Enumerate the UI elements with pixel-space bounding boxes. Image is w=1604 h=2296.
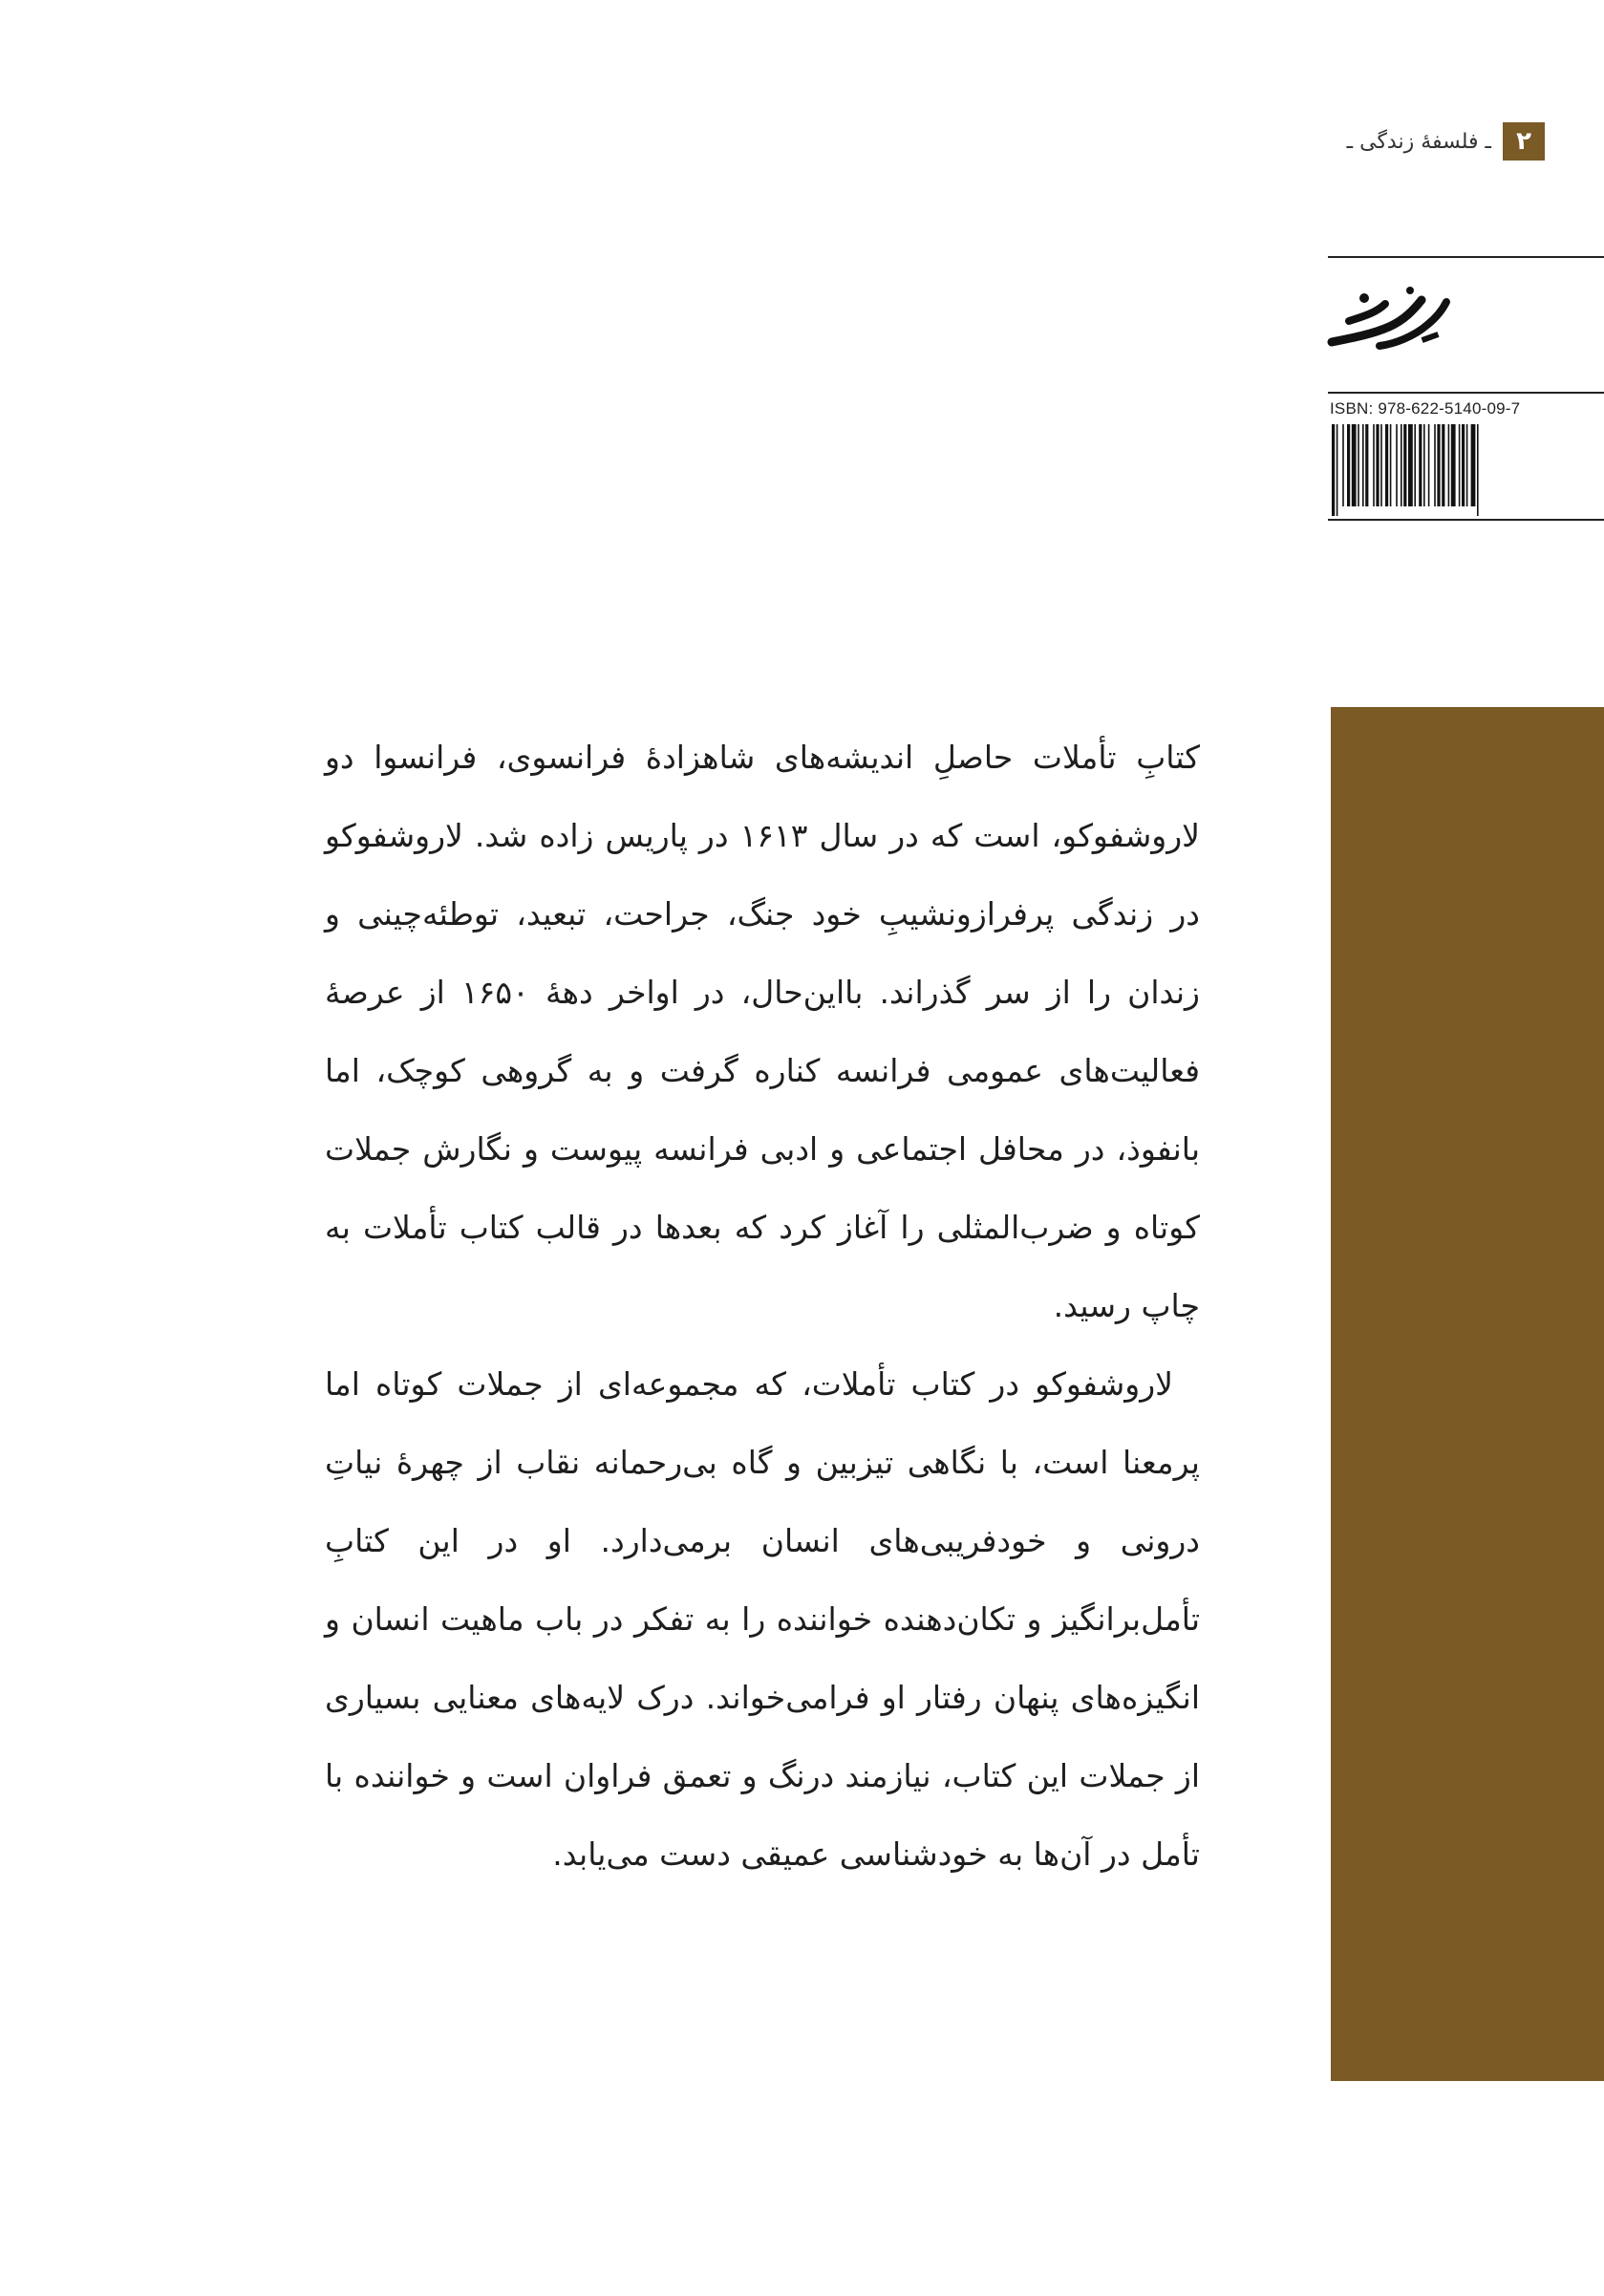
publisher-logo [1322,279,1456,361]
isbn-divider [1328,392,1604,394]
series-title: ـ فلسفهٔ زندگی ـ [1346,129,1491,154]
isbn-text: ISBN: 978-622-5140-09-7 [1330,399,1521,418]
isbn-barcode [1330,424,1551,516]
barcode-bottom-divider [1328,519,1604,521]
cover-spine-panel [1331,707,1604,2081]
publisher-top-divider [1328,256,1604,258]
blurb-paragraph: لاروشفوکو در کتاب تأملات، که مجموعه‌ای از جملات کوتاه اما پرمعنا است، با نگاهی تیزبین و گاه بی‌رحمانه نقاب از چهرهٔ نیاتِ درونی و خودفریبی‌های انسان برمی‌دارد. او در این کتابِ تأمل‌برانگیز و تکان‌دهنده خواننده را به تفکر در باب ماهیت انسان و انگیزه‌های پنهان رفتار او فرامی‌خواند. درک لایه‌های معنایی بسیاری از جملات این کتاب، نیازمند درنگ و تعمق فراوان است و خواننده با تأمل در آن‌ها به خودشناسی عمیقی دست می‌یابد. [325,1365,1200,1873]
series-label [1347,120,1545,162]
series-number-badge: ۲ [1503,122,1545,161]
back-cover-blurb [325,719,1200,1894]
blurb-paragraph: کتابِ تأملات حاصلِ اندیشه‌های شاهزادهٔ فرانسوی، فرانسوا دو لاروشفوکو، است که در سال ۱۶۱۳ در پاریس زاده شد. لاروشفوکو در زندگی پرفرازونشیبِ خود جنگ، جراحت، تبعید، توطئه‌چینی و زندان را از سر گذراند. بااین‌حال، در اواخر دههٔ ۱۶۵۰ از عرصهٔ فعالیت‌های عمومی فرانسه کناره گرفت و به گروهی کوچک، اما بانفوذ، در محافل اجتماعی و ادبی فرانسه پیوست و نگارش جملات کوتاه و ضرب‌المثلی را آغاز کرد که بعدها در قالب کتاب تأملات به چاپ رسید. [325,739,1200,1324]
